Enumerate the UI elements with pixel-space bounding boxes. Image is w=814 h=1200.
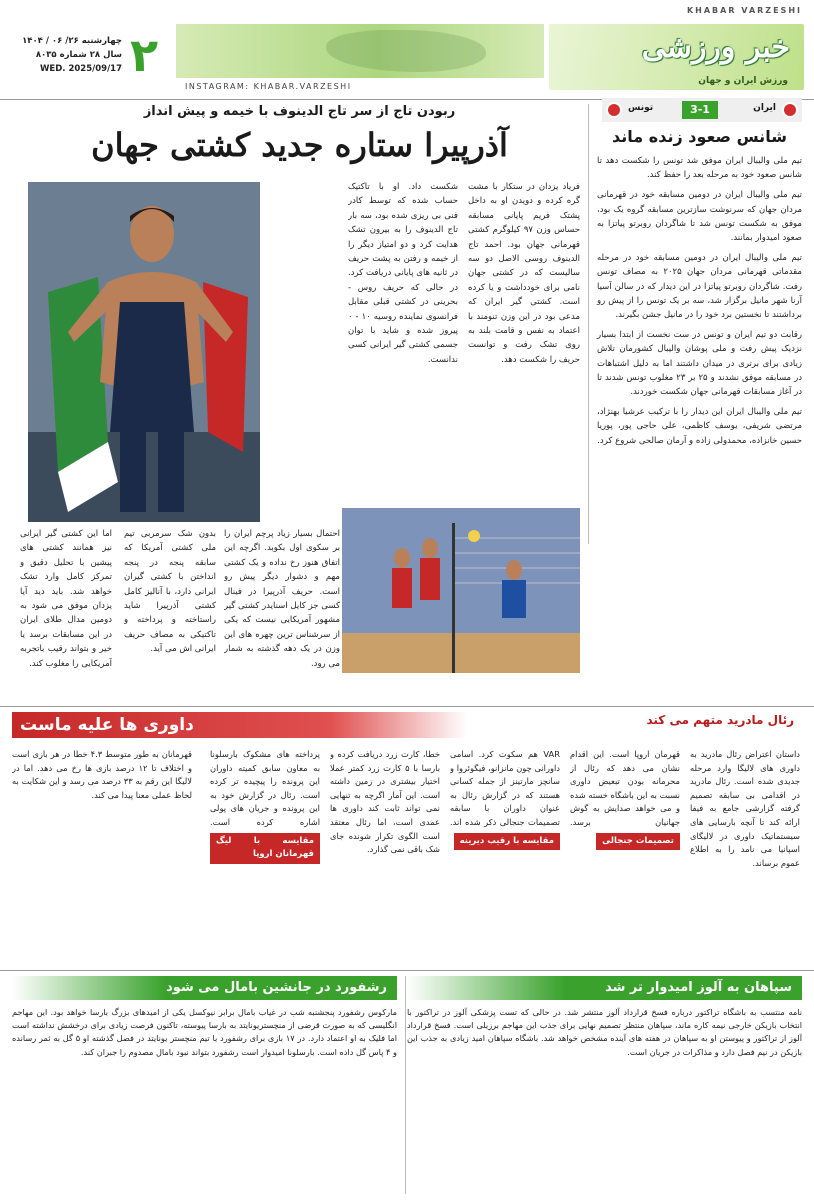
iran-flag-icon [782, 102, 798, 118]
referee-col-5 [210, 748, 320, 968]
referee-col-3-text: VAR هم سکوت کرد. اسامی داورانی چون مانزانو، فیگوئروا و سانچز مارتینز از جمله کسانی هستند که در گزارش رئال به عنوان داوران با سابقه تصمیمات جنجالی ذکر شده اند. [450, 749, 560, 827]
logo-subtitle: ورزش ایران و جهان [698, 76, 788, 86]
side-paragraph: تیم ملی والیبال ایران این دیدار را با ترکیب عرشیا بهنژاد، مرتضی شریفی، یوسف کاظمی، علی حاجی پور، پوریا حسین خانزاده، محمدولی زاده و آرمان صالحی شروع کرد. [597, 407, 802, 446]
wrestler-photo[interactable] [28, 182, 260, 522]
referee-col-1: داستان اعتراض رئال مادرید به داوری های لالیگا وارد مرحله جدیدی شده است. رئال مادرید در اقدامی بی سابقه تصمیم گرفته گزارشی جامع به فیفا ارائه کند تا آنچه بارسایی های سیستماتیک داوری در لالیگای اسپانیا می نامد را به اطلاع عموم برساند. [690, 749, 800, 868]
wrestler-illustration [28, 182, 260, 522]
main-column-b: شکست داد. او با تاکتیک حساب شده که توسط کادر فنی بی ریزی شده بود، سه بار تاج الدینوف را به بیرون تشک هدایت کرد و دو امتیاز دیگر را از خیمه و رفتن به پشت حریف در ثانیه های پایانی دریافت کرد. در حالی که حریف روس - بحرینی در کشتی قبلی مقابل فرانسوی نماینده روسیه ۱۰ - ۰ پیروز شده و شاید با توان جسمی کشتی گیر ایرانی کسی ندانست. [348, 182, 458, 365]
referee-col-2-text: قهرمان اروپا است. این اقدام نشان می دهد که رئال از محرمانه بودن تبعیض داوری نسبت به این باشگاه خسته شده و می خواهد صدایش به گوش جهانیان برسد. [570, 749, 680, 827]
date-en: WED. 2025/09/17 [40, 64, 122, 74]
main-lower-4: اما این کشتی گیر ایرانی نیز همانند کشتی های پیشین با تحلیل دقیق و تمرکز کامل وارد تشک خواهد شد. باید دید آیا یزدان موفق می شود به دومین مدال طلای ایران در این مسابقات برسد یا خیر و بتواند رقیب باتجربه آمریکایی را مغلوب کند. [20, 529, 112, 669]
dateline [12, 34, 122, 76]
instagram-handle[interactable]: INSTAGRAM: KHABAR.VARZESHI [185, 82, 352, 91]
side-paragraph: تیم ملی والیبال ایران در دومین مسابقه خود در قهرمانی مردان جهان که سرنوشت سازترین مسابقه گروه یک بود، موفق به شکست تونس شد تا شاگردان روبرتو پیاتزا به صعود امیدوار بمانند. [597, 190, 802, 244]
page-number: ۲ [129, 28, 159, 82]
main-lower-2: احتمال بسیار زیاد پرچم ایران را بر سکوی اول بکوبد. اگرچه این اتفاق هنوز رخ نداده و یک کشتی مهم و دشوار دیگر پیش رو است. حریف آذرپیرا در فینال کسی جز کایل اسنایدر کشتی گیر مشهور آمریکایی نیست که یکی از سرشناس ترین چهره های این وزن در یک دهه گذشته به شمار می رود. [224, 529, 340, 669]
section-divider [0, 970, 814, 971]
main-lower-3: بدون شک سرمربی تیم ملی کشتی آمریکا که سابقه پنجه در پنجه انداختن با کشتی گیران ایرانی دارد، با آنالیز کامل کشتی آذرپیرا شاید راستاخته و پرداخته و تاکتیکی به مصاف حریف ایرانی اش می آید. [124, 529, 216, 655]
section-divider [0, 706, 814, 707]
subhead-chip: مقایسه با رقیب دیرینه [454, 833, 560, 851]
referee-kicker: رئال مادرید متهم می کند [646, 713, 794, 727]
issue-number: سال ۲۸ شماره ۸۰۳۵ [35, 50, 122, 60]
referee-headline: داوری ها علیه ماست [20, 715, 194, 735]
bottom-right-body: نامه منتسب به باشگاه تراکتور درباره فسخ قرارداد آلوز منتشر شد. در حالی که تست پزشکی آلوز در تراکتور با انتخاب بازیکن خارجی نیمه کاره ماند، سپاهان منتظر تصمیم نهایی برای جذب این مهاجم برزیلی است. فسخ قرارداد آلوز از تراکتور و پیوستن او به سپاهان در هفته های آینده مشخص خواهد شد. باشگاه سپاهان امید زیادی به جذب این بازیکن در نیم فصل دارد و مذاکرات در جریان است. [407, 1007, 802, 1057]
masthead-band [176, 24, 544, 78]
side-paragraph: تیم ملی والیبال ایران در دومین مسابقه خود در مرحله مقدماتی قهرمانی مردان جهان ۲۰۲۵ به مصاف تونس رفت. شاگردان روبرتو پیاتزا در این دیدار که در سالن آسیا آرنا شهر مانیل برگزار شد، سه بر یک تونس را از پیش رو برداشتند تا نخستین برد خود را در مانیل جشن بگیرند. [597, 253, 802, 321]
volleyball-illustration [342, 508, 580, 673]
referee-col-5-text: پرداخته های مشکوک بارسلونا به معاون سابق کمیته داوران این پرونده را پیچیده تر کرده است. رئال در گزارش خود به این پرونده و جریان های پولی اشاره کرده است. [210, 749, 320, 827]
side-story-title: شانس صعود زنده ماند [612, 127, 787, 146]
side-story-body [597, 154, 802, 454]
score-result: 3-1 [682, 101, 718, 119]
subhead-chip: مقایسه با لیگ قهرمانان اروپا [210, 833, 320, 864]
referee-col-2 [570, 748, 680, 968]
main-column-a: فریاد یزدان در ستکار با مشت گره کرده و دویدن او به داخل پشتک فریم پایانی مسابقه حساس وزن ۹۷ کیلوگرم کشتی قهرمانی جهان بود. احمد تاج الدینوف روسی الاصل دو سه سالیست که در کشتی جهان نامی برای خودداشت و یا کرده است. کشتی گیر ایران که مدعی بود در این وزن تنومند با اعتماد به نفس و قامت بلند به روی تشک رفت و توانست حریف را شکست دهد. [468, 182, 580, 365]
logo[interactable] [549, 24, 804, 90]
side-paragraph: رقابت دو تیم ایران و تونس در ست نخست از ابتدا بسیار نزدیک پیش رفت و ملی پوشان والیبال کشورمان تلاش زیادی برای برتری در میدان داشتند اما به دلیل اشتباهات در مسابقه موفق نشدند و ۲۵ بر ۲۳ مغلوب تونس شدند تا در آغاز مسابقات قهرمانی جهان شکست خوردند. [597, 330, 802, 398]
tunisia-flag-icon [606, 102, 622, 118]
column-rule [405, 976, 406, 1194]
bottom-left-body: مارکوس رشفورد پنجشنبه شب در غیاب بامال برابر نیوکسل یکی از امیدهای بزرگ بارسا خواهد بود. این مهاجم انگلیسی که به صورت قرضی از منچستریونایتد به بارسا پیوسته، تاکنون فرصت زیادی برای درخشش نداشته است اما فلیک به او اعتماد دارد. در ۱۷ بازی برای رشفورد با تیم منچستر یونایتد در فصل گذشته او ۵ گل به ثمر رسانده و ۴ پاس گل داده است. بارسلونا امیدوار است رشفورد بتواند نبود بامال مصدوم را جبران کند. [12, 1007, 397, 1057]
referee-col-6: قهرمانان به طور متوسط ۴.۳ خطا در هر بازی است و اختلاف تا ۱۲ درصد بازی ها رخ می دهد. اما در لالیگا این رقم به ۳۳ درصد می رسد و این شکایت به لحاظ عملی معنا پیدا می کند. [12, 749, 192, 800]
column-rule [588, 104, 589, 544]
brand-latin: KHABAR VARZESHI [686, 6, 802, 15]
volleyball-photo[interactable] [342, 508, 580, 673]
referee-col-3 [450, 748, 560, 968]
logo-text: خبر ورزشی [641, 30, 790, 65]
main-headline: آذرپیرا ستاره جدید کشتی جهان [91, 126, 508, 164]
date-fa: چهارشنبه ۲۶/ ۰۶ / ۱۴۰۴ [22, 36, 122, 46]
referee-col-4: خطا، کارت زرد دریافت کرده و بارسا با ۵ کارت زرد کمتر عملا اختیار بیشتری در زمین داشته است. این آمار اگرچه به تنهایی نمی تواند ثابت کند داوری ها عمدی است، اما رئال معتقد است الگوی تکرار شونده جای شک باقی نمی گذارد. [330, 749, 440, 855]
bottom-right-title: سپاهان به آلوز امیدوار تر شد [605, 980, 792, 995]
side-paragraph: تیم ملی والیبال ایران موفق شد تونس را شکست دهد تا شانس صعود خود به مرحله بعد را حفظ کند. [597, 156, 802, 181]
iran-map-graphic [326, 30, 486, 72]
subhead-chip: تصمیمات جنجالی [596, 833, 680, 851]
main-kicker: ربودن تاج از سر تاج الدینوف با خیمه و پیش انداز [143, 104, 456, 119]
score-strip [602, 98, 802, 122]
masthead [0, 0, 814, 100]
team-b-name: تونس [628, 103, 654, 113]
bottom-left-title: رشفورد در جانشین بامال می شود [166, 980, 387, 995]
team-a-name: ایران [753, 103, 776, 113]
